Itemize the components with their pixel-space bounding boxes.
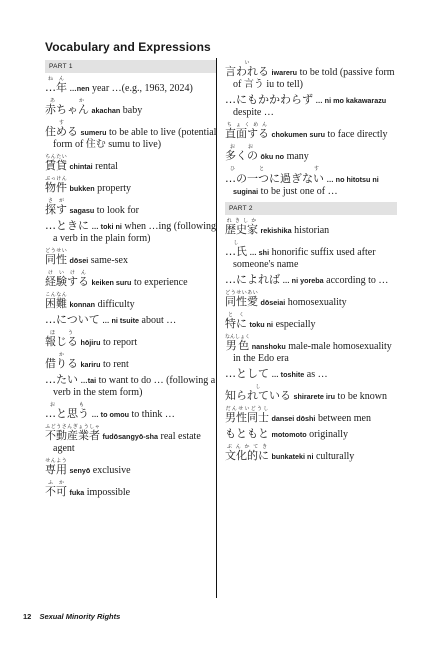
vocab-entry [225,290,397,309]
vocab-reading: rekishika [260,226,292,235]
vocab-entry [225,60,397,91]
vocab-entry [225,312,397,331]
vocab-term: 特にとく [225,312,247,330]
vocab-definition: historian [294,225,330,236]
column-divider [216,58,217,598]
vocab-definition: exclusive [92,465,131,476]
vocab-reading: …tai [80,376,97,385]
furigana: さが [45,198,67,204]
vocab-reading: … ni tsuite [102,316,140,325]
part-label: PART 1 [45,60,217,73]
vocab-term: 歴史家れきしか [225,218,258,236]
vocab-entry [45,330,217,349]
vocab-entry [45,198,217,217]
vocab-definition: to be told (passive form of 言う iu to tell) [233,67,395,90]
vocab-entry [225,166,397,198]
vocab-definition: to look for [96,205,139,216]
vocab-reading: … shi [249,248,270,257]
vocab-entry [45,76,217,95]
vocab-reading: hōjiru [80,338,101,347]
vocab-term: …の一つに過ぎないひと す [225,166,324,185]
vocab-entry [225,368,397,381]
vocab-term: 困難こんなん [45,292,67,310]
vocab-reading: … toki ni [91,222,122,231]
vocab-definition: to report [102,337,138,348]
vocab-definition: male-male homosexuality in the Edo era [233,341,392,364]
furigana: ちんたい [45,154,67,160]
vocab-entry [225,218,397,237]
vocab-term: 経験するけいけん [45,270,89,288]
vocab-reading: … no hitotsu ni suginai [233,175,379,196]
furigana: ひと す [225,166,324,172]
vocab-definition: as … [306,369,328,380]
vocab-entry [225,94,397,119]
furigana: い [225,60,269,66]
furigana: す [45,120,78,126]
vocab-term: …ときに [45,219,89,232]
vocab-reading: chintai [69,162,93,171]
vocab-definition: especially [275,319,316,330]
vocab-entry [225,144,397,163]
vocab-definition: to want to do … (following a verb in the stem form) [53,375,216,398]
vocab-definition: between men [317,413,371,424]
vocab-reading: dōseiai [260,298,286,307]
furigana: けいけん [45,270,89,276]
vocab-definition: to be just one of … [260,186,338,197]
vocab-term: …として [225,367,269,380]
part-label: PART 2 [225,202,397,215]
right-column [225,60,397,466]
vocab-reading: fuka [69,488,85,497]
vocab-reading: konnan [69,300,96,309]
vocab-term: 報じるほう [45,330,78,348]
vocab-reading: keiken suru [91,278,132,287]
vocab-reading: bunkateki ni [271,452,314,461]
furigana: こんなん [45,292,67,298]
vocab-definition: year …(e.g., 1963, 2024) [91,83,193,94]
vocab-entry [45,458,217,477]
vocab-reading: … toshite [271,370,305,379]
vocab-definition: despite … [233,107,274,118]
vocab-term: 同性どうせい [45,248,67,266]
vocab-term: 住めるす [45,120,78,138]
vocab-list [225,60,397,198]
left-column [45,60,217,502]
vocab-definition: when …ing (following a verb in the plain form) [53,221,217,244]
furigana: せんよう [45,458,67,464]
furigana: ふか [45,480,67,486]
furigana: し [225,240,247,246]
vocab-definition: many [286,151,309,162]
vocab-definition: to rent [102,359,129,370]
furigana: ぶんかてき [225,444,269,450]
book-title: Sexual Minority Rights [39,612,121,621]
vocab-reading: ōku no [260,152,285,161]
vocab-entry [45,120,217,151]
vocab-reading: … ni mo kakawarazu [315,96,387,105]
page-number: 12 [23,612,32,621]
furigana: ぶっけん [45,176,67,182]
vocab-reading: sagasu [69,206,95,215]
vocab-definition: baby [122,105,143,116]
furigana: どうせい [45,248,67,254]
vocab-definition: real estate agent [53,431,201,454]
vocab-reading: dansei dōshi [271,414,316,423]
vocab-entry [225,428,397,441]
vocab-definition: rental [95,161,118,172]
vocab-reading: chokumen suru [271,130,326,139]
vocab-entry [225,334,397,365]
vocab-reading: motomoto [271,430,307,439]
vocab-entry [45,352,217,371]
vocab-term: 文化的にぶんかてき [225,444,269,462]
vocab-definition: to think … [131,409,175,420]
vocab-reading: sumeru [80,128,107,137]
vocab-reading: … to omou [91,410,130,419]
vocab-reading: toku ni [249,320,274,329]
vocab-term: 直面するちょくめん [225,122,269,140]
vocab-list [225,218,397,463]
vocab-definition: culturally [315,451,355,462]
vocab-term: 探すさが [45,198,67,216]
furigana: だんせいどうし [225,406,269,412]
furigana: とく [225,312,247,318]
vocab-entry [45,176,217,195]
vocab-reading: shirarete iru [293,392,336,401]
vocab-term: …たい [45,373,78,386]
vocab-definition: same-sex [90,255,128,266]
vocab-definition: to experience [133,277,188,288]
furigana: れきしか [225,218,258,224]
vocab-term: 知られているし [225,384,291,402]
vocab-term: 不可ふか [45,480,67,498]
vocab-definition: about … [141,315,177,326]
vocab-entry [225,274,397,287]
vocab-definition: homosexuality [287,297,347,308]
vocab-term: …氏し [225,240,247,258]
vocab-term: 専用せんよう [45,458,67,476]
vocab-definition: to be known [337,391,387,402]
vocab-reading: akachan [91,106,121,115]
vocab-term: …にもかかわらず [225,93,313,106]
vocab-reading: senyō [69,466,91,475]
vocab-definition: to face directly [327,129,388,140]
vocab-entry [45,374,217,399]
vocab-entry [45,480,217,499]
furigana: し [225,384,291,390]
vocab-entry [225,444,397,463]
vocab-term: 多くのおお [225,144,258,162]
furigana: どうせいあい [225,290,258,296]
page-title: Vocabulary and Expressions [45,40,211,54]
vocab-term: 同性愛どうせいあい [225,290,258,308]
vocab-definition: impossible [86,487,131,498]
vocab-term: …年ねん [45,76,67,94]
vocab-list [45,76,217,499]
vocab-entry [45,424,217,455]
vocab-reading: … ni yoreba [282,276,324,285]
vocab-entry [45,402,217,421]
vocab-reading: bukken [69,184,95,193]
vocab-entry [225,240,397,271]
page-footer [23,612,120,621]
vocab-term: …によれば [225,273,280,286]
vocab-term: 赤ちゃんあか [45,98,89,116]
vocab-entry [45,248,217,267]
furigana: おも [45,402,89,408]
vocab-definition: according to … [326,275,389,286]
vocab-definition: originally [309,429,349,440]
vocab-definition: to be able to live (potential form of 住む sumu to live) [53,127,217,150]
furigana: ふどうさんぎょうしゃ [45,424,100,430]
furigana: おお [225,144,258,150]
furigana: か [45,352,78,358]
vocab-reading: kariru [80,360,101,369]
vocab-term: 借りるか [45,352,78,370]
vocab-reading: dōsei [69,256,89,265]
vocab-entry [45,314,217,327]
vocab-definition: property [97,183,132,194]
furigana: ちょくめん [225,122,269,128]
furigana: あか [45,98,89,104]
vocab-term: …と思うおも [45,402,89,420]
furigana: ほう [45,330,78,336]
vocab-entry [45,292,217,311]
vocab-reading: nanshoku [251,342,286,351]
furigana: ねん [45,76,67,82]
vocab-term: 男色なんしょく [225,334,251,352]
vocab-entry [45,220,217,245]
vocab-term: …について [45,313,100,326]
vocab-term: 賃貸ちんたい [45,154,67,172]
vocab-entry [45,270,217,289]
vocab-reading: fudōsangyō-sha [102,432,159,441]
vocab-term: 不動産業者ふどうさんぎょうしゃ [45,424,100,442]
vocab-reading: iwareru [271,68,298,77]
vocab-reading: …nen [69,84,90,93]
vocab-entry [225,122,397,141]
vocab-entry [45,98,217,117]
furigana: なんしょく [225,334,251,340]
vocab-entry [225,406,397,425]
vocab-definition: honorific suffix used after someone's name [233,247,376,270]
vocab-entry [225,384,397,403]
vocab-term: 男性同士だんせいどうし [225,406,269,424]
vocab-term: 言われるい [225,60,269,78]
vocab-term: もともと [225,427,269,440]
vocab-definition: difficulty [97,299,135,310]
vocab-term: 物件ぶっけん [45,176,67,194]
vocab-entry [45,154,217,173]
